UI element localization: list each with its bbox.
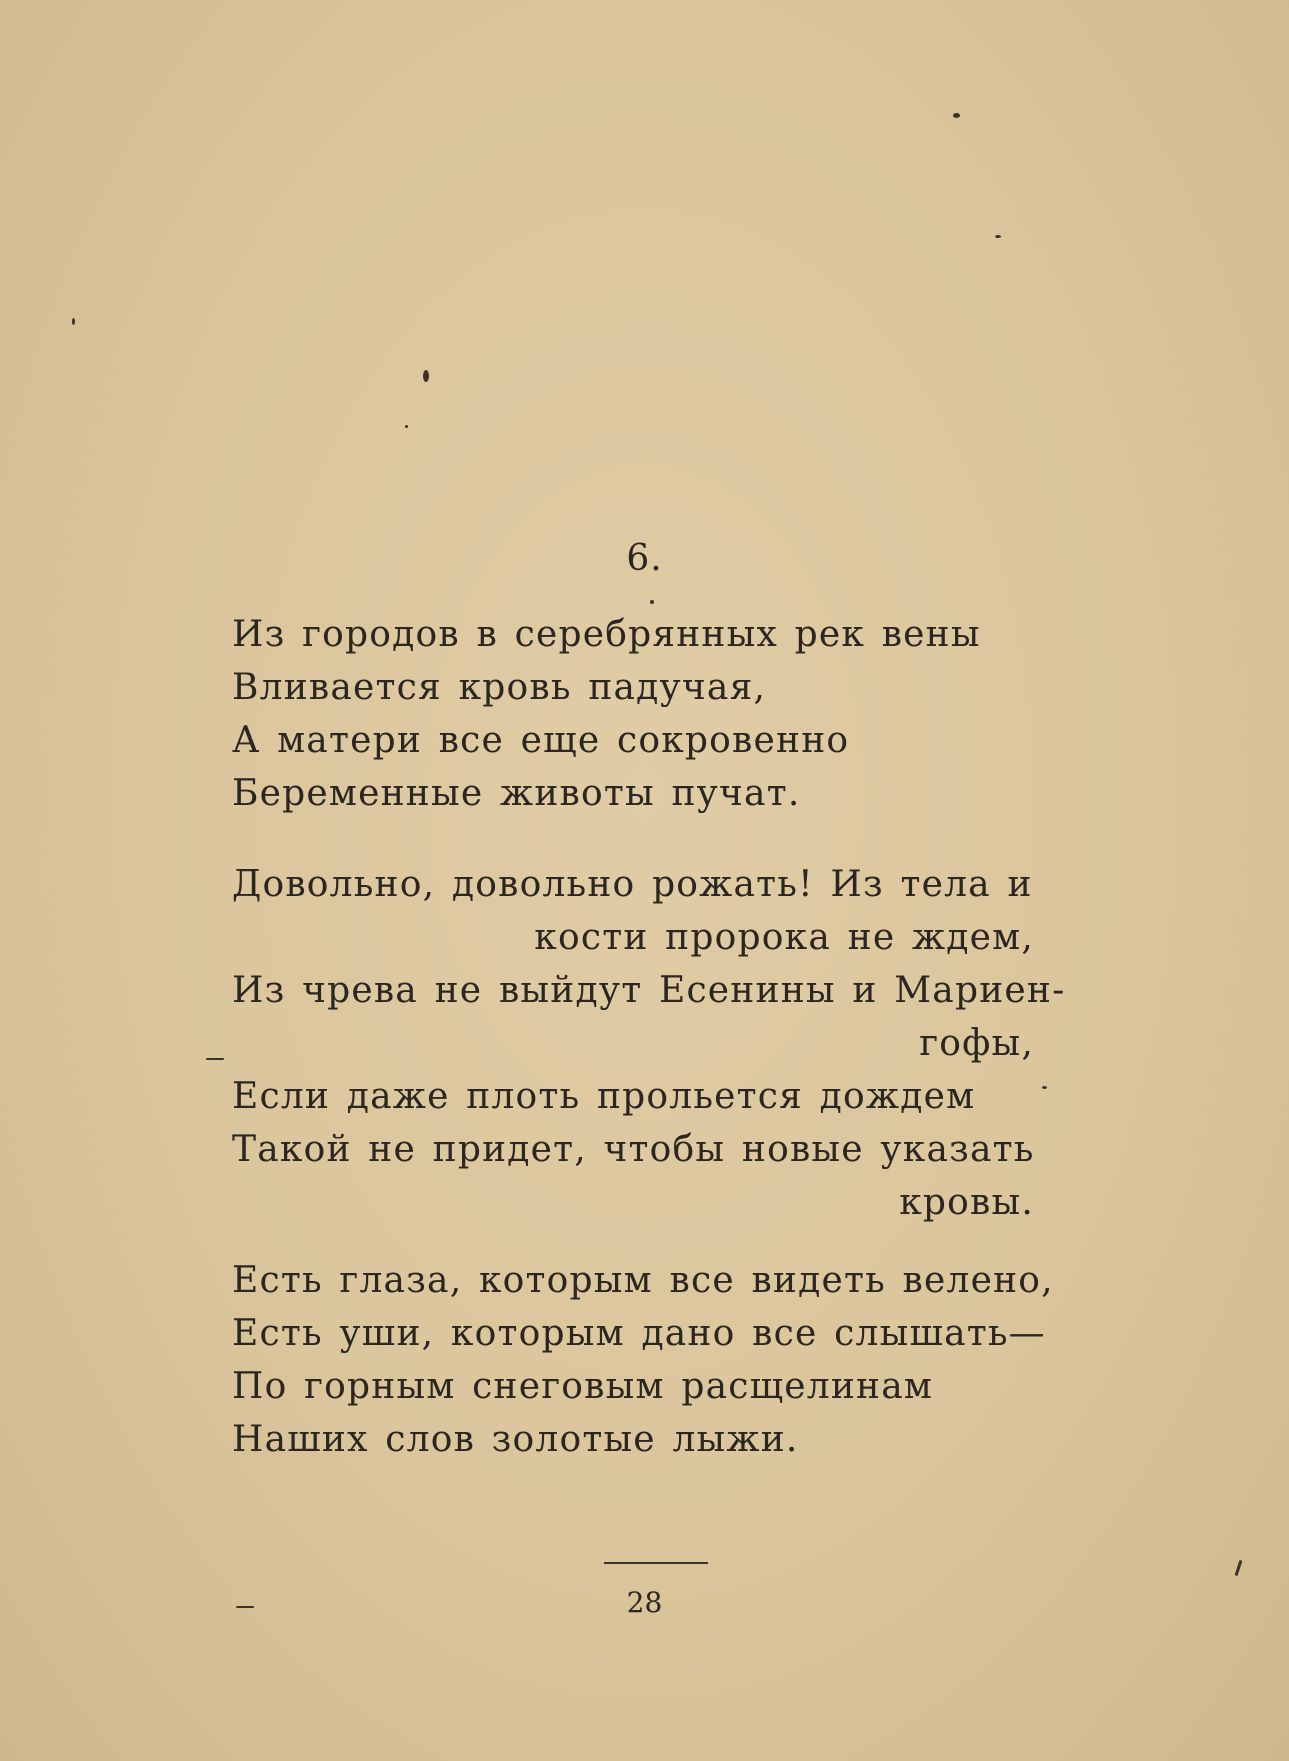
footer-rule xyxy=(604,1562,708,1564)
poem-line: Беременные животы пучат. xyxy=(232,773,801,814)
section-number: 6. xyxy=(626,538,663,579)
poem-line: Вливается кровь падучая, xyxy=(232,667,767,708)
paper-speck xyxy=(423,370,429,382)
paper-speck xyxy=(1235,1560,1243,1576)
poem-line: Есть глаза, которым все видеть велено, xyxy=(232,1260,1054,1301)
paper-speck xyxy=(206,1058,224,1060)
paper-speck xyxy=(650,600,654,604)
paper-speck xyxy=(72,318,75,325)
poem-line-continuation: кровы. xyxy=(899,1182,1034,1223)
paper-speck xyxy=(953,113,960,118)
poem-line: Довольно, довольно рожать! Из тела и xyxy=(232,864,1033,905)
paper-speck xyxy=(1042,1086,1047,1089)
poem-line: По горным снеговым расщелинам xyxy=(232,1366,934,1407)
poem-line: А матери все еще сокровенно xyxy=(232,720,850,761)
poem-line: Такой не придет, чтобы новые указать xyxy=(232,1129,1035,1170)
poem-line-continuation: гофы, xyxy=(919,1023,1034,1064)
poem-line: Из чрева не выйдут Есенины и Мариен- xyxy=(232,970,1066,1011)
poem-line: Есть уши, которым дано все слышать— xyxy=(232,1313,1046,1354)
poem-line: Из городов в серебрянных рек вены xyxy=(232,614,981,655)
paper-speck xyxy=(405,425,408,428)
poem-line: Если даже плоть прольется дождем xyxy=(232,1076,976,1117)
poem-line-continuation: кости пророка не ждем, xyxy=(534,917,1034,958)
paper-speck xyxy=(995,235,1001,238)
poem-line: Наших слов золотые лыжи. xyxy=(232,1419,799,1460)
page-number: 28 xyxy=(626,1586,663,1619)
